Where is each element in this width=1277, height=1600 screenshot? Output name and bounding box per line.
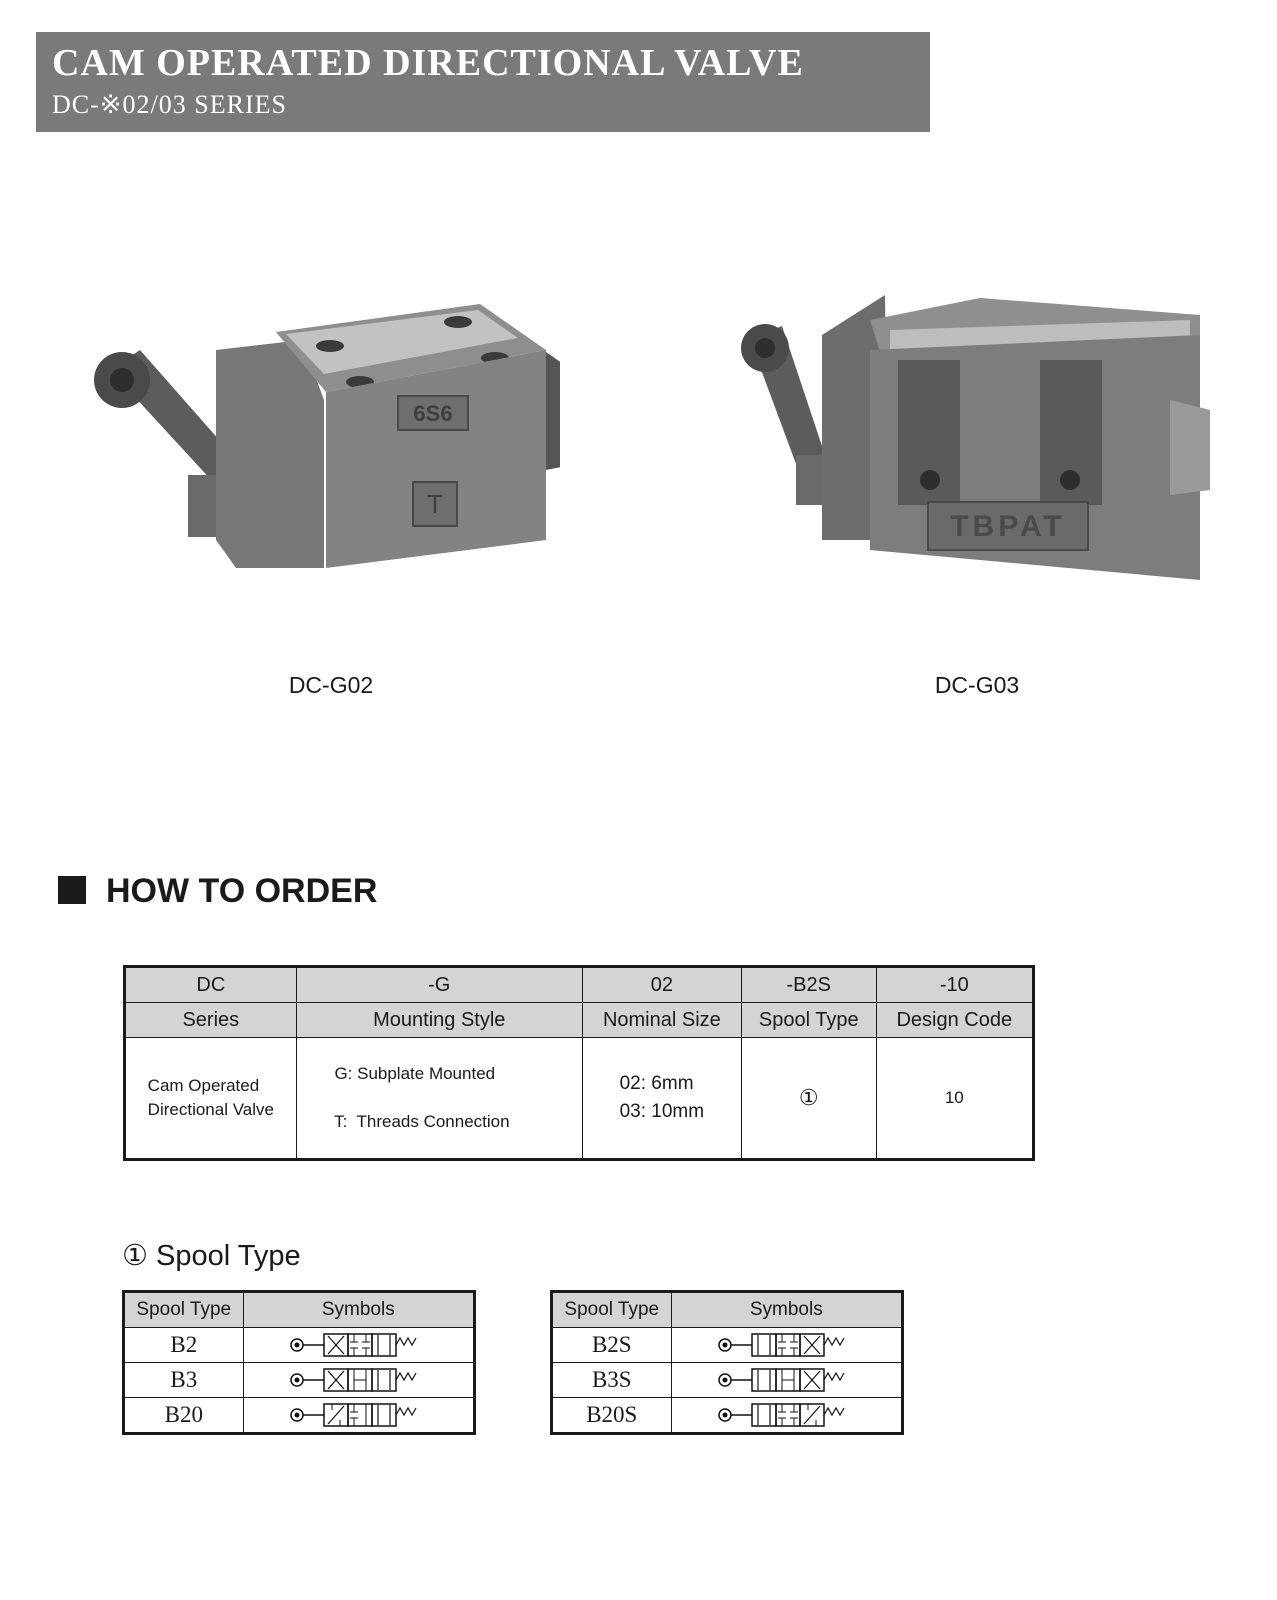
cam-4way-3pos-PA-center-icon bbox=[243, 1398, 474, 1434]
spool-type-header: Spool Type bbox=[552, 1292, 672, 1328]
code-cell: DC bbox=[125, 967, 297, 1003]
size-detail-line: 03: 10mm bbox=[619, 1101, 705, 1122]
symbols-header: Symbols bbox=[671, 1292, 902, 1328]
product-caption-dc-g02: DC-G02 bbox=[288, 672, 374, 698]
series-detail-line: Directional Valve bbox=[147, 1100, 274, 1119]
spool-type-heading: ① Spool Type bbox=[122, 1240, 301, 1272]
header-cell: Spool Type bbox=[741, 1003, 876, 1038]
page-title: CAM OPERATED DIRECTIONAL VALVE bbox=[52, 42, 804, 84]
size-detail-cell bbox=[582, 1038, 741, 1160]
spool-table-right bbox=[550, 1290, 904, 1435]
product-image-dc-g02 bbox=[80, 300, 560, 580]
casting-mark-top: 6S6 bbox=[413, 401, 453, 426]
symbols-header: Symbols bbox=[243, 1292, 474, 1328]
mounting-detail-line: G: Subplate Mounted bbox=[334, 1064, 496, 1083]
header-cell: Series bbox=[125, 1003, 297, 1038]
spool-code: B3 bbox=[124, 1363, 244, 1398]
order-code-row bbox=[125, 967, 1034, 1003]
section-bullet-icon bbox=[58, 876, 86, 904]
size-detail-line: 02: 6mm bbox=[619, 1073, 694, 1094]
spool-table-left bbox=[122, 1290, 476, 1435]
spool-code: B20 bbox=[124, 1398, 244, 1434]
cam-4way-3pos-X-center-icon bbox=[243, 1328, 474, 1363]
mounting-detail-line: T: Threads Connection bbox=[334, 1112, 510, 1131]
product-caption-dc-g03: DC-G03 bbox=[934, 672, 1020, 698]
product-image-dc-g03 bbox=[730, 290, 1220, 590]
page-subtitle: DC-※02/03 SERIES bbox=[52, 90, 287, 119]
cam-4way-3pos-parallel-H-icon bbox=[671, 1363, 902, 1398]
header-cell: Nominal Size bbox=[582, 1003, 741, 1038]
order-code-table bbox=[123, 965, 1035, 1161]
spool-row bbox=[552, 1398, 903, 1434]
spool-row bbox=[552, 1328, 903, 1363]
order-header-row bbox=[125, 1003, 1034, 1038]
mounting-detail-cell bbox=[296, 1038, 582, 1160]
cam-4way-3pos-H-center-icon bbox=[243, 1363, 474, 1398]
spool-table-header bbox=[124, 1292, 475, 1328]
spool-row bbox=[124, 1398, 475, 1434]
spool-table-header bbox=[552, 1292, 903, 1328]
series-detail-cell bbox=[125, 1038, 297, 1160]
header-cell: Mounting Style bbox=[296, 1003, 582, 1038]
spool-row bbox=[124, 1328, 475, 1363]
how-to-order-title: HOW TO ORDER bbox=[106, 872, 378, 910]
casting-mark-dc-g03: TBPAT bbox=[950, 510, 1066, 543]
spool-detail-cell: ① bbox=[741, 1038, 876, 1160]
spool-row bbox=[124, 1363, 475, 1398]
spool-code: B2S bbox=[552, 1328, 672, 1363]
series-detail-line: Cam Operated bbox=[147, 1076, 260, 1095]
cam-4way-3pos-parallel-X-icon bbox=[671, 1328, 902, 1363]
title-bar bbox=[36, 32, 930, 132]
order-detail-row bbox=[125, 1038, 1034, 1160]
code-cell: -10 bbox=[876, 967, 1033, 1003]
code-cell: -B2S bbox=[741, 967, 876, 1003]
spool-code: B20S bbox=[552, 1398, 672, 1434]
header-cell: Design Code bbox=[876, 1003, 1033, 1038]
spool-type-header: Spool Type bbox=[124, 1292, 244, 1328]
casting-mark-bottom: T bbox=[427, 489, 443, 519]
design-detail-cell: 10 bbox=[876, 1038, 1033, 1160]
spool-row bbox=[552, 1363, 903, 1398]
spool-code: B2 bbox=[124, 1328, 244, 1363]
cam-4way-3pos-parallel-AT-icon bbox=[671, 1398, 902, 1434]
code-cell: 02 bbox=[582, 967, 741, 1003]
spool-code: B3S bbox=[552, 1363, 672, 1398]
code-cell: -G bbox=[296, 967, 582, 1003]
